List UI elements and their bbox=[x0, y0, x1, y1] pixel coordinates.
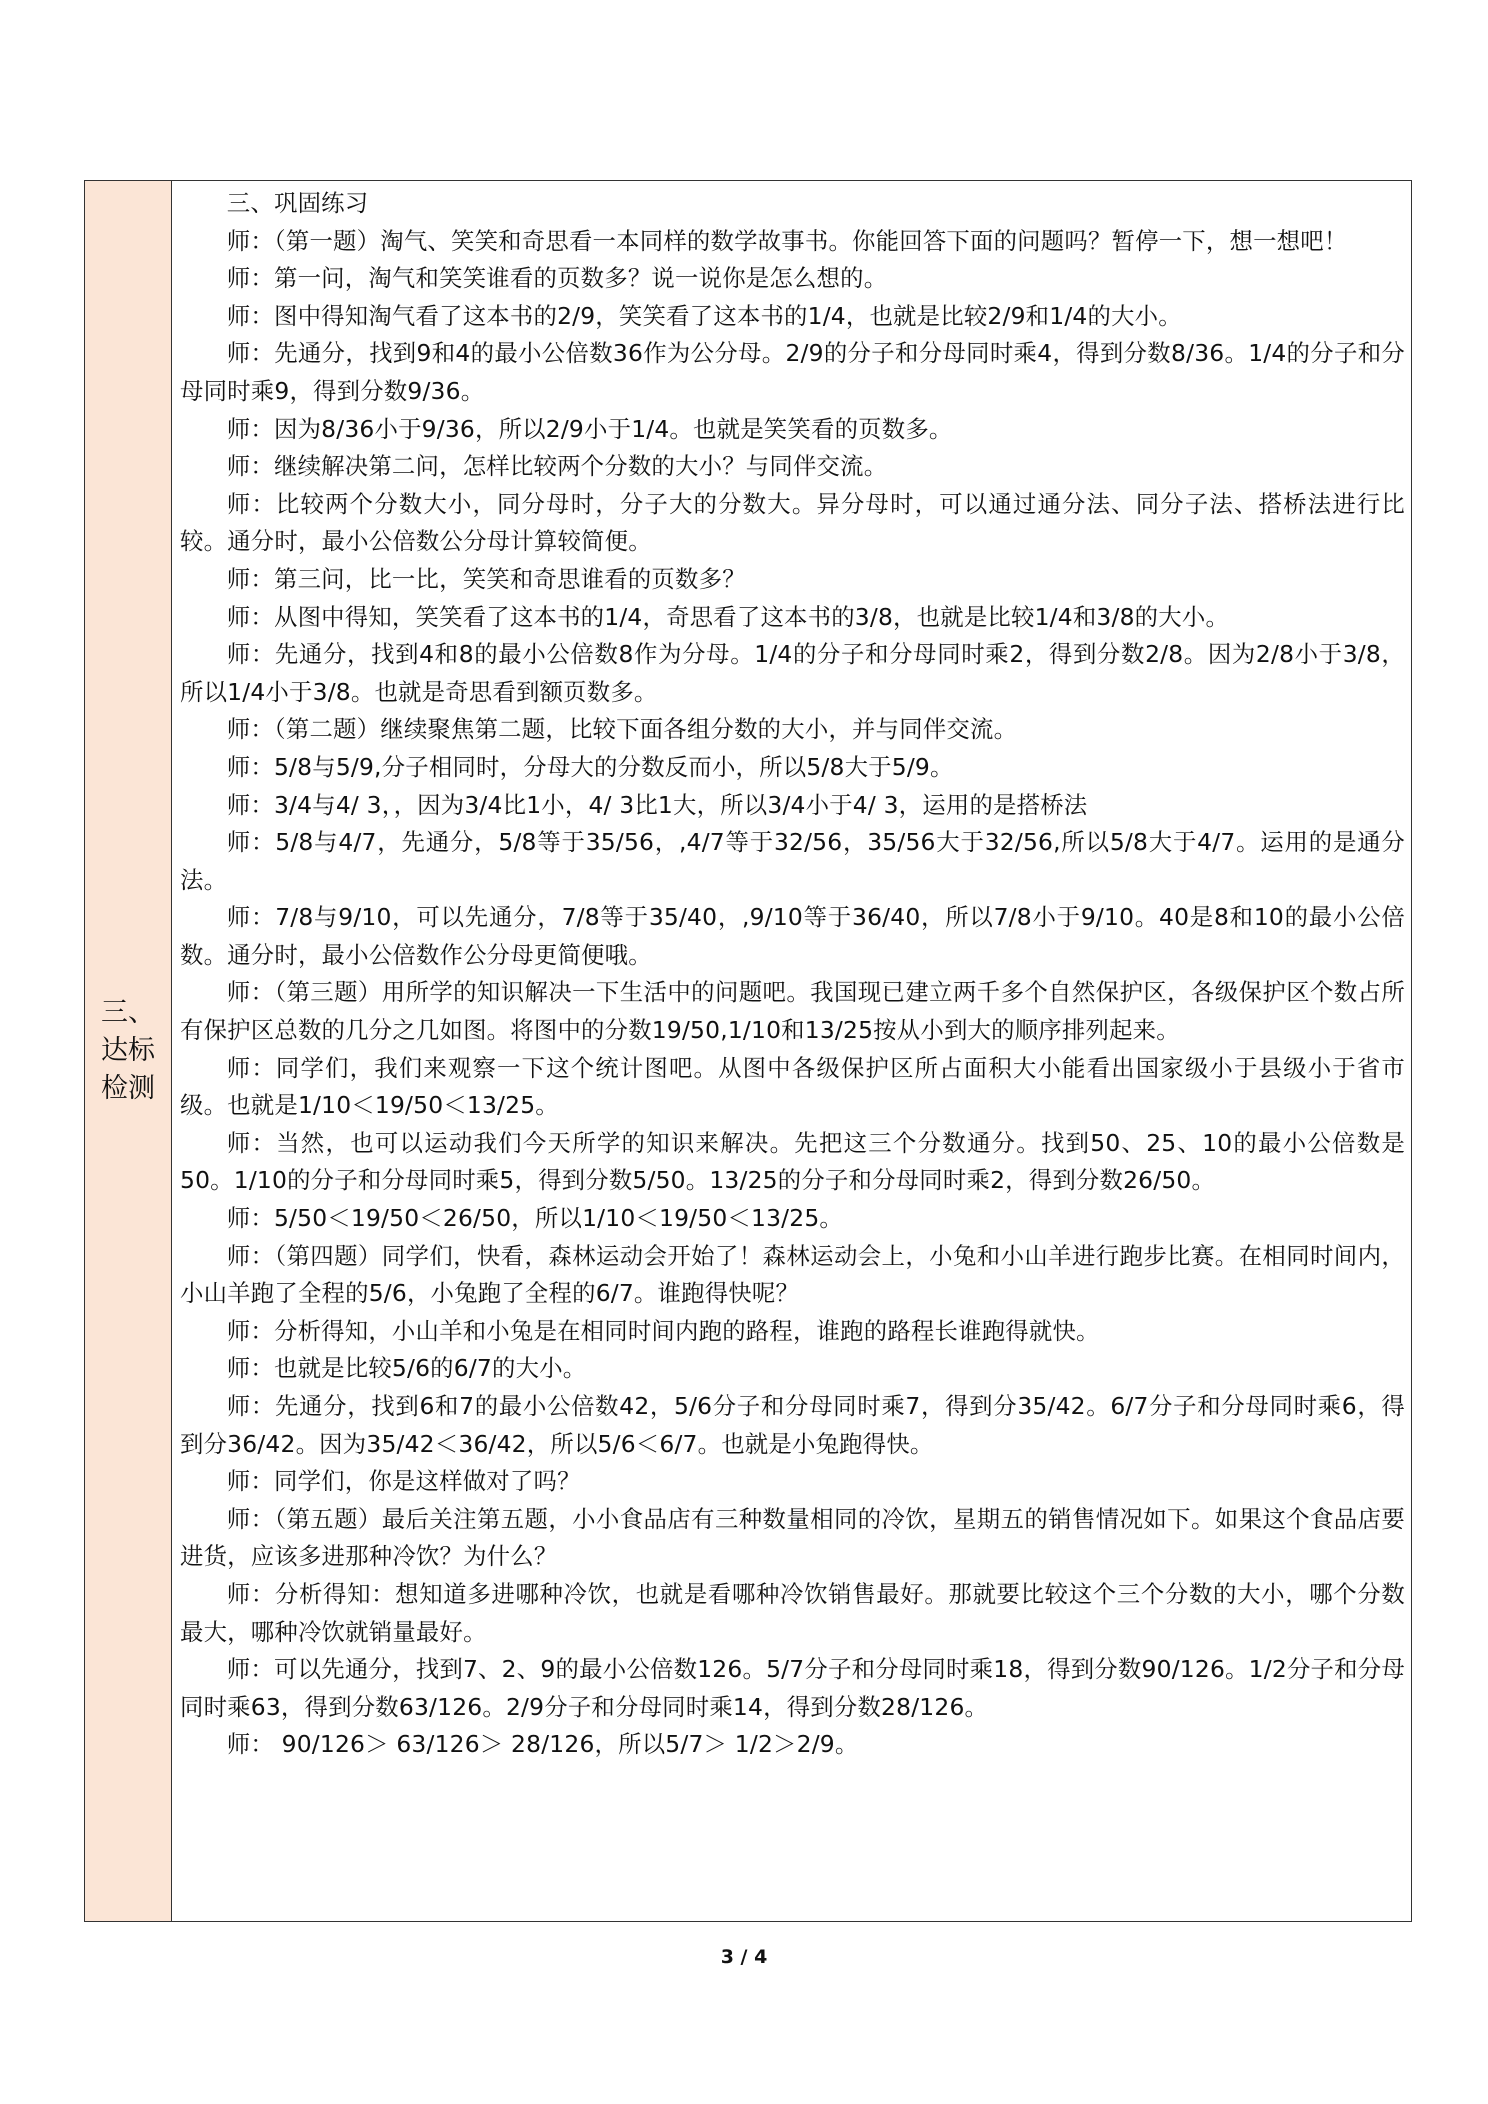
paragraph: 师：先通分，找到9和4的最小公倍数36作为公分母。2/9的分子和分母同时乘4，得到分数8/36。1/4的分子和分母同时乘9，得到分数9/36。 bbox=[180, 339, 1405, 405]
paragraph: 师：先通分，找到6和7的最小公倍数42，5/6分子和分母同时乘7，得到分35/42。6/7分子和分母同时乘6，得到分36/42。因为35/42＜36/42，所以5/6＜6/7。也就是小兔跑得快。 bbox=[180, 1392, 1405, 1458]
paragraph: 师：5/8与4/7，先通分，5/8等于35/56，,4/7等于32/56，35/56大于32/56,所以5/8大于4/7。运用的是通分法。 bbox=[180, 828, 1405, 894]
paragraph: 师：5/8与5/9,分子相同时，分母大的分数反而小，所以5/8大于5/9。 bbox=[226, 752, 954, 781]
paragraph: 师：（第二题）继续聚焦第二题，比较下面各组分数的大小，并与同伴交流。 bbox=[226, 715, 1018, 744]
paragraph: 师：7/8与9/10，可以先通分，7/8等于35/40，,9/10等于36/40，所以7/8小于9/10。40是8和10的最小公倍数。通分时，最小公倍数作公分母更简便哦。 bbox=[180, 903, 1405, 969]
paragraph: 师：继续解决第二问，怎样比较两个分数的大小？与同伴交流。 bbox=[226, 452, 888, 481]
paragraph: 师：分析得知：想知道多进哪种冷饮，也就是看哪种冷饮销售最好。那就要比较这个三个分数的大小，哪个分数最大，哪种冷饮就销量最好。 bbox=[180, 1579, 1405, 1646]
paragraph: 师：当然，也可以运动我们今天所学的知识来解决。先把这三个分数通分。找到50、25、10的最小公倍数是50。1/10的分子和分母同时乘5，得到分数5/50。13/25的分子和分母同时乘2，得到分数26/50。 bbox=[180, 1128, 1405, 1195]
section-label-cell bbox=[85, 181, 172, 1922]
paragraph: 师：分析得知，小山羊和小兔是在相同时间内跑的路程，谁跑的路程长谁跑得就快。 bbox=[226, 1316, 1100, 1345]
paragraph: 师：（第三题）用所学的知识解决一下生活中的问题吧。我国现已建立两千多个自然保护区，各级保护区个数占所有保护区总数的几分之几如图。将图中的分数19/50,1/10和13/25按从小到大的顺序排列起来。 bbox=[180, 978, 1405, 1045]
section-label: 三、达标检测 bbox=[101, 997, 155, 1104]
paragraph: 师：因为8/36小于9/36，所以2/9小于1/4。也就是笑笑看的页数多。 bbox=[226, 414, 953, 443]
paragraph: 师： 90/126＞ 63/126＞ 28/126，所以5/7＞ 1/2＞2/9。 bbox=[226, 1730, 859, 1759]
paragraph: 师：比较两个分数大小，同分母时，分子大的分数大。异分母时，可以通过通分法、同分子法、搭桥法进行比较。通分时，最小公倍数公分母计算较简便。 bbox=[180, 489, 1405, 556]
paragraph: 师：同学们，我们来观察一下这个统计图吧。从图中各级保护区所占面积大小能看出国家级小于县级小于省市级。也就是1/10＜19/50＜13/25。 bbox=[180, 1053, 1405, 1120]
paragraph: 师：可以先通分，找到7、2、9的最小公倍数126。5/7分子和分母同时乘18，得到分数90/126。1/2分子和分母同时乘63，得到分数63/126。2/9分子和分母同时乘14，得到分数28/126。 bbox=[180, 1655, 1405, 1721]
paragraph: 师：（第五题）最后关注第五题，小小食品店有三种数量相同的冷饮，星期五的销售情况如下。如果这个食品店要进货，应该多进那种冷饮？为什么？ bbox=[180, 1504, 1405, 1571]
page-number: 3 / 4 bbox=[720, 1946, 768, 1968]
paragraph: 师：图中得知淘气看了这本书的2/9，笑笑看了这本书的1/4，也就是比较2/9和1/4的大小。 bbox=[226, 301, 1182, 330]
paragraph: 师：3/4与4/ 3，，因为3/4比1小，4/ 3比1大，所以3/4小于4/ 3，运用的是搭桥法 bbox=[226, 790, 1088, 819]
paragraph: 师：从图中得知，笑笑看了这本书的1/4，奇思看了这本书的3/8，也就是比较1/4和3/8的大小。 bbox=[226, 602, 1230, 631]
paragraph: 师：5/50＜19/50＜26/50，所以1/10＜19/50＜13/25。 bbox=[226, 1204, 843, 1233]
lesson-table bbox=[84, 180, 1412, 1922]
paragraph: 师：同学们，你是这样做对了吗？ bbox=[226, 1467, 581, 1496]
paragraph: 师：第一问，淘气和笑笑谁看的页数多？说一说你是怎么想的。 bbox=[226, 264, 888, 293]
paragraph: 师：先通分，找到4和8的最小公倍数8作为分母。1/4的分子和分母同时乘2，得到分数2/8。因为2/8小于3/8，所以1/4小于3/8。也就是奇思看到额页数多。 bbox=[180, 640, 1405, 706]
paragraph: 师：第三问，比一比，笑笑和奇思谁看的页数多？ bbox=[226, 564, 746, 593]
paragraph: 师：（第四题）同学们，快看，森林运动会开始了！森林运动会上，小兔和小山羊进行跑步比赛。在相同时间内，小山羊跑了全程的5/6，小兔跑了全程的6/7。谁跑得快呢？ bbox=[180, 1241, 1405, 1308]
lesson-content-cell bbox=[172, 181, 1412, 1922]
paragraph: 三、巩固练习 bbox=[226, 189, 369, 217]
paragraph: 师：也就是比较5/6的6/7的大小。 bbox=[226, 1354, 587, 1383]
paragraph: 师：（第一题）淘气、笑笑和奇思看一本同样的数学故事书。你能回答下面的问题吗？暂停一下，想一想吧！ bbox=[226, 226, 1348, 255]
